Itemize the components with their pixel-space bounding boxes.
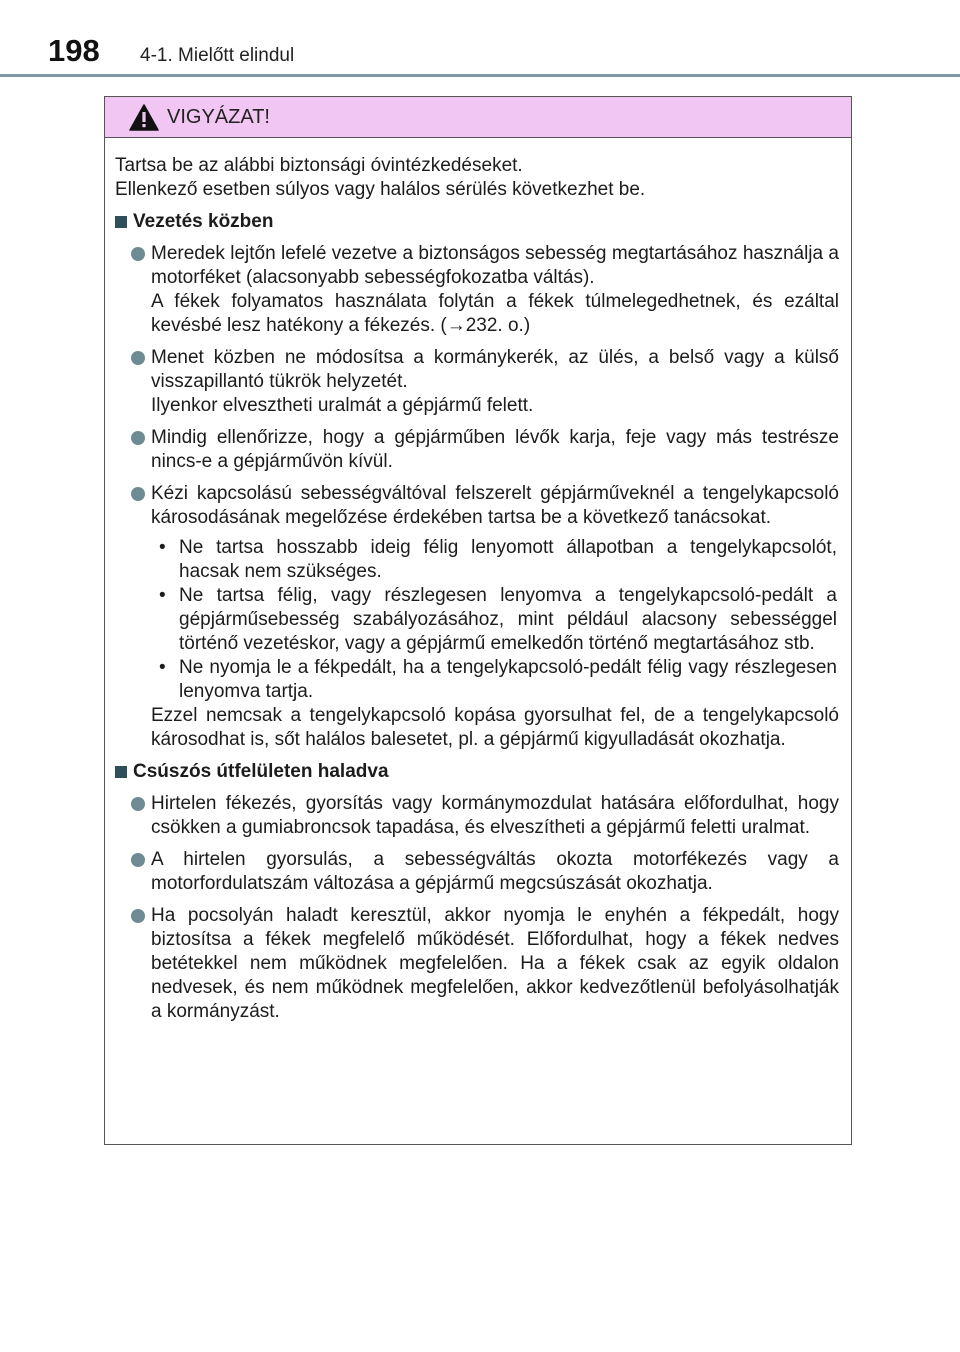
round-bullet-icon — [131, 909, 145, 923]
bullet-content — [151, 242, 841, 338]
sub-bullet-icon: • — [159, 585, 166, 606]
bullet-content — [151, 848, 841, 896]
round-bullet-icon — [131, 351, 145, 365]
square-marker-icon — [115, 216, 127, 228]
round-bullet-icon — [131, 797, 145, 811]
bullet-item — [115, 242, 841, 338]
bullet-paragraph: Hirtelen fékezés, gyorsítás vagy kormánymozdulat hatására előfordulhat, hogy csökken a gumiabroncsok tapadása, és elveszítheti a gépjármű feletti uralmat. — [151, 793, 839, 838]
bullet-item — [115, 792, 841, 840]
bullet-content — [151, 482, 841, 752]
sub-item-text: Ne tartsa félig, vagy részlegesen lenyomva a tengelykapcsoló-pedált a gépjárműsebesség szabályozásához, mint például alacsony sebességgel történő vezetéskor, vagy a gépjármű emelkedőn történő megtartásához stb. — [179, 585, 837, 654]
bullet-content — [151, 792, 841, 840]
sub-item — [159, 584, 839, 656]
bullet-paragraph: Ilyenkor elvesztheti uralmát a gépjármű felett. — [151, 395, 534, 416]
warning-header — [105, 97, 851, 138]
section-title-text: Vezetés közben — [133, 211, 274, 232]
warning-box — [104, 96, 852, 1145]
round-bullet-icon — [131, 431, 145, 445]
warning-section — [115, 760, 841, 1024]
chapter-title: 4-1. Mielőtt elindul — [140, 45, 295, 66]
sub-list — [159, 536, 839, 704]
warning-intro — [115, 154, 841, 202]
sub-item-text: Ne nyomja le a fékpedált, ha a tengelykapcsoló-pedált félig vagy részlegesen lenyomva tartja. — [179, 657, 837, 702]
intro-line: Tartsa be az alábbi biztonsági óvintézkedéseket. — [115, 155, 523, 176]
sub-bullet-icon: • — [159, 537, 166, 558]
bullet-item — [115, 482, 841, 752]
sub-item — [159, 536, 839, 584]
bullet-item — [115, 426, 841, 474]
warning-triangle-icon — [129, 104, 159, 131]
square-marker-icon — [115, 766, 127, 778]
warning-body — [105, 138, 851, 1024]
bullet-note: Ezzel nemcsak a tengelykapcsoló kopása gyorsulhat fel, de a tengelykapcsoló károsodhat is, sőt halálos balesetet, pl. a gépjármű kigyulladását okozhatja. — [151, 705, 839, 750]
round-bullet-icon — [131, 853, 145, 867]
bullet-item — [115, 904, 841, 1024]
sub-item — [159, 656, 839, 704]
bullet-paragraph: Ha pocsolyán haladt keresztül, akkor nyomja le enyhén a fékpedált, hogy biztosítsa a fékek megfelelő működését. Előfordulhat, hogy a fékek nedves betétekkel nem működnek megfelelően. Ha a fékek csak az egyik oldalon nedvesek, és nem működnek megfelelően, akkor kedvezőtlenül befolyásolhatják a kormányzást. — [151, 905, 839, 1022]
section-title — [115, 210, 841, 234]
page-header — [0, 0, 960, 80]
bullet-content — [151, 904, 841, 1024]
bullet-paragraph: A fékek folyamatos használata folytán a fékek túlmelegedhetnek, és ezáltal kevésbé lesz hatékony a fékezés. (→232. o.) — [151, 291, 839, 336]
section-title — [115, 760, 841, 784]
warning-title: VIGYÁZAT! — [167, 106, 270, 128]
bullet-item — [115, 346, 841, 418]
bullet-paragraph: A hirtelen gyorsulás, a sebességváltás okozta motorfékezés vagy a motorfordulatszám változása a gépjármű megcsúszását okozhatja. — [151, 849, 839, 894]
bullet-item — [115, 848, 841, 896]
warning-section — [115, 210, 841, 752]
round-bullet-icon — [131, 487, 145, 501]
round-bullet-icon — [131, 247, 145, 261]
bullet-paragraph: Mindig ellenőrizze, hogy a gépjárműben lévők karja, feje vagy más testrésze nincs-e a gépjárművön kívül. — [151, 427, 839, 472]
bullet-paragraph: Kézi kapcsolású sebességváltóval felszerelt gépjárműveknél a tengelykapcsoló károsodásának megelőzése érdekében tartsa be a következő tanácsokat. — [151, 483, 839, 528]
bullet-paragraph: Meredek lejtőn lefelé vezetve a biztonságos sebesség megtartásához használja a motorféket (alacsonyabb sebességfokozatba váltás). — [151, 243, 839, 288]
bullet-paragraph: Menet közben ne módosítsa a kormánykerék, az ülés, a belső vagy a külső visszapillantó tükrök helyzetét. — [151, 347, 839, 392]
section-title-text: Csúszós útfelületen haladva — [133, 761, 389, 782]
page-number: 198 — [48, 33, 100, 68]
intro-line: Ellenkező esetben súlyos vagy halálos sérülés következhet be. — [115, 179, 646, 200]
header-rule — [0, 74, 960, 77]
sub-item-text: Ne tartsa hosszabb ideig félig lenyomott állapotban a tengelykapcsolót, hacsak nem szükséges. — [179, 537, 837, 582]
bullet-content — [151, 346, 841, 418]
sub-bullet-icon: • — [159, 657, 166, 678]
bullet-content — [151, 426, 841, 474]
